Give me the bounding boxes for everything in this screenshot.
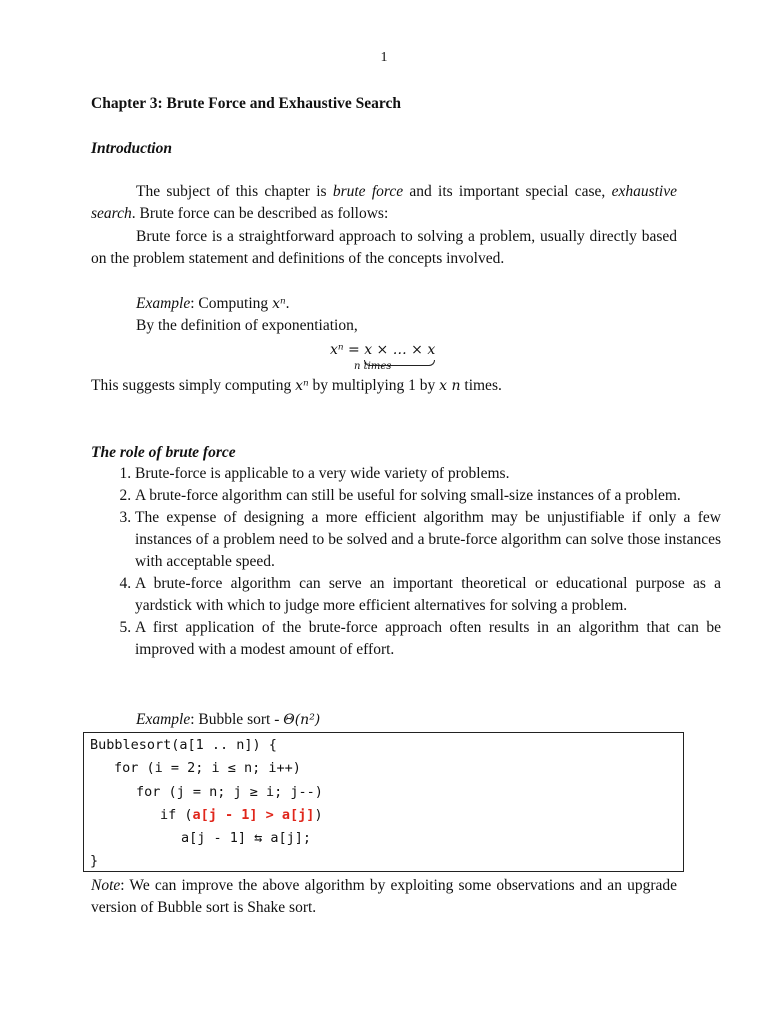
code-line-6: } [90, 853, 99, 869]
exponent-equation [330, 339, 435, 363]
list-item: 1. Brute-force is applicable to a very wide variety of problems. [135, 463, 721, 485]
list-item: 4. A brute-force algorithm can serve an important theoretical or educational purpose as a yardstick with which to judge more efficient alternatives for solving a problem. [135, 573, 721, 617]
code-line-3: for (j = n; j ≥ i; j--) [136, 784, 323, 800]
example-label: Example [136, 711, 191, 728]
note-label: Note [91, 877, 121, 894]
example-text: : Bubble sort - [190, 711, 284, 728]
suggestion-line [91, 375, 502, 397]
list-item: 3. The expense of designing a more efficient algorithm may be unjustifiable if only a few instances of a problem need to be solved and a brute-force algorithm can solve those instances with acceptable speed. [135, 507, 721, 573]
code-line-1: Bubblesort(a[1 .. n]) { [90, 737, 277, 753]
intro-paragraph-1 [91, 181, 677, 225]
suggestion-text: This suggests simply computing [91, 377, 296, 394]
equation-underbrace-label: n times [354, 361, 392, 372]
intro-text: . Brute force can be described as follows: [131, 205, 389, 222]
equation-right: x × … × x [364, 339, 435, 363]
list-item: 2. A brute-force algorithm can still be useful for solving small-size instances of a problem. [135, 485, 721, 507]
chapter-title: Chapter 3: Brute Force and Exhaustive Search [91, 95, 401, 112]
example-text: . [285, 295, 290, 312]
page-number: 1 [380, 50, 388, 65]
math-x-n: xⁿ [272, 296, 286, 312]
example-text: : Computing [190, 295, 273, 312]
list-item: 5. A first application of the brute-force approach often results in an algorithm that can be improved with a modest amount of effort. [135, 617, 721, 661]
code-if: if ( [160, 807, 193, 823]
term-brute-force: brute force [332, 183, 404, 200]
introduction-heading: Introduction [91, 140, 172, 157]
term-exhaustive-search: exhaustive search [91, 183, 677, 222]
code-block [83, 732, 684, 872]
code-line-5: a[j - 1] ⇆ a[j]; [181, 830, 312, 846]
code-line-2: for (i = 2; i ≤ n; i++) [114, 760, 301, 776]
example-2-line [136, 709, 320, 731]
example-1-line [136, 293, 290, 315]
intro-text: and its important special case, [403, 183, 612, 200]
intro-text: The subject of this chapter is [136, 183, 333, 200]
example-label: Example [136, 295, 191, 312]
code-condition-highlight: a[j - 1] > a[j] [192, 807, 315, 823]
role-heading: The role of brute force [91, 444, 236, 461]
role-list [91, 463, 721, 661]
complexity-notation: Θ(n²) [283, 712, 321, 728]
suggestion-text: times. [460, 377, 502, 394]
suggestion-text: by multiplying 1 by [308, 377, 440, 394]
code-paren: ) [314, 807, 323, 823]
math-x-n: xⁿ [295, 378, 309, 394]
definition-line: By the definition of exponentiation, [136, 317, 358, 334]
note-paragraph [91, 875, 677, 919]
equation-left: xⁿ = [330, 342, 365, 358]
code-line-4 [160, 806, 323, 824]
math-x-n-times: x n [439, 378, 461, 394]
note-text: : We can improve the above algorithm by exploiting some observations and an upgrade version of Bubble sort is Shake sort. [91, 877, 677, 916]
intro-paragraph-2: Brute force is a straightforward approach to solving a problem, usually directly based on the problem statement and definitions of the concepts involved. [91, 228, 677, 267]
